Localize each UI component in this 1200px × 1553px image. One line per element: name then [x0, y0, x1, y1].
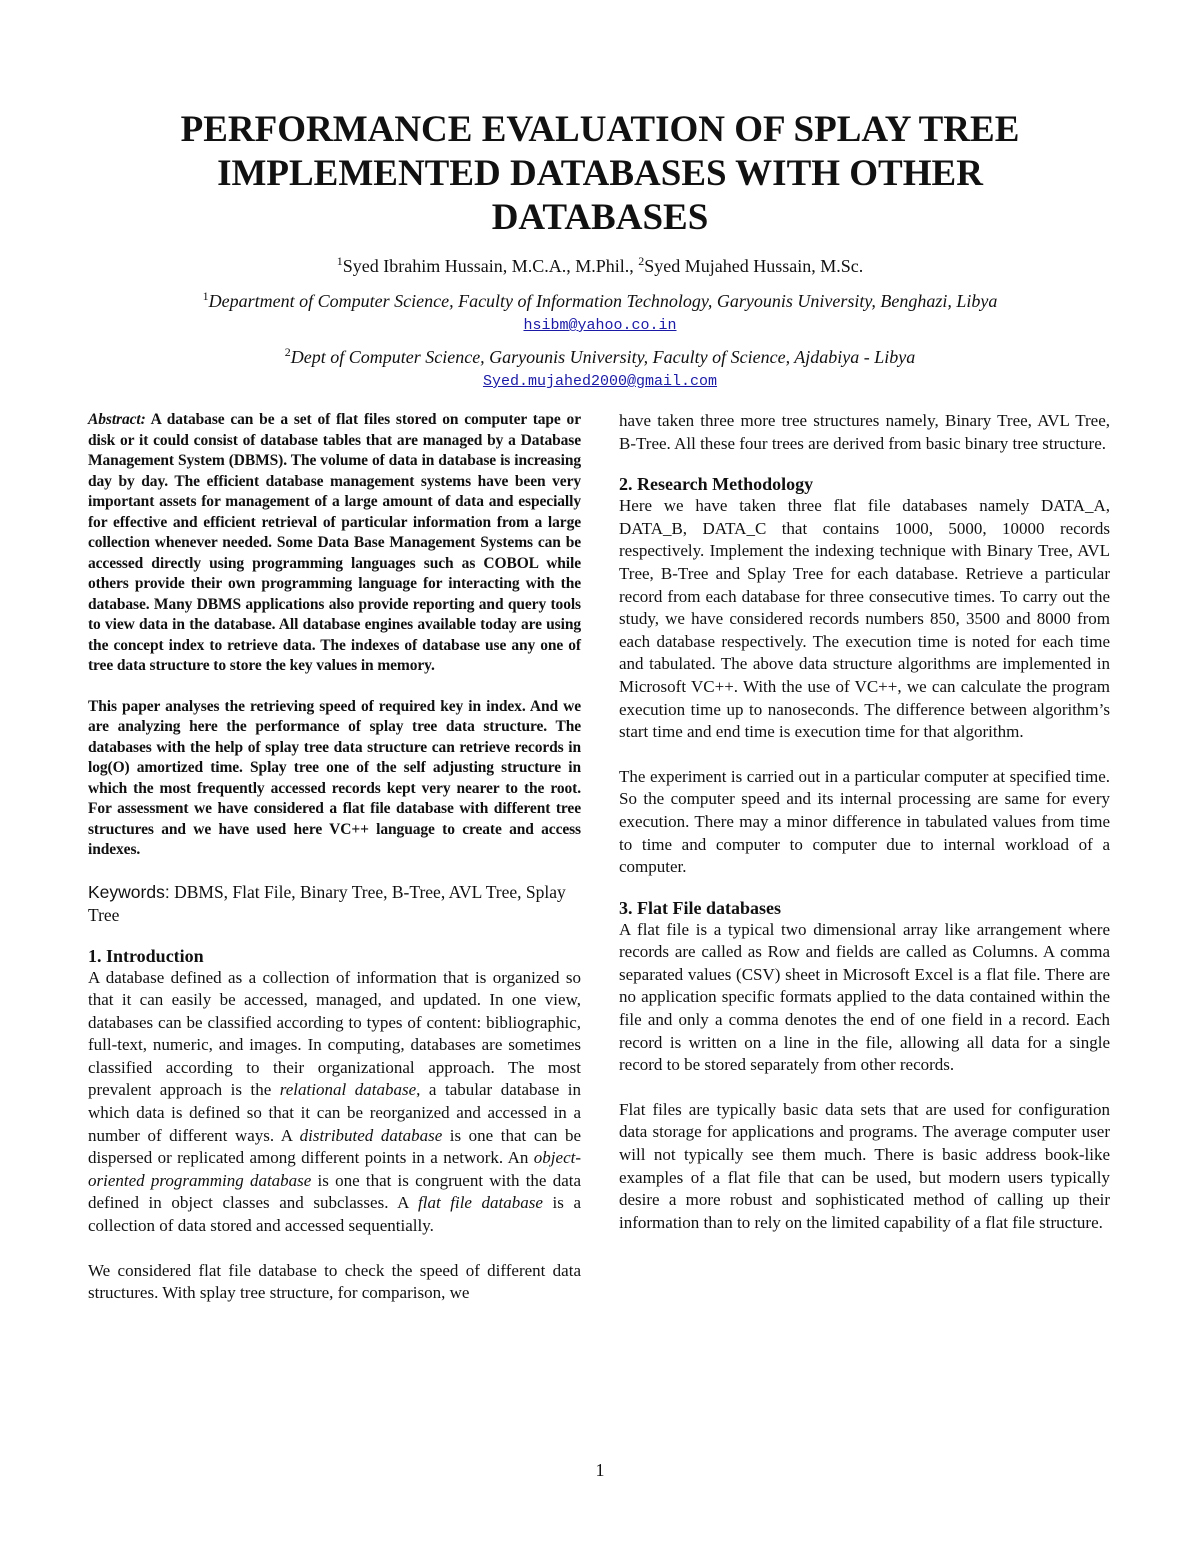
- keywords: [88, 881, 581, 927]
- paper-title: [100, 108, 1100, 240]
- term-flat-file: flat file database: [418, 1193, 543, 1213]
- affiliation-1: [100, 290, 1100, 337]
- flatfile-para-1: A flat file is a typical two dimensional array like arrangement where records are called as Row and fields are called as Columns. A comma separated values (CSV) sheet in Microsoft Excel is a flat file. There are no application specific formats applied to the data contained within the file and only a comma denotes the end of one field in a record. Each record is written on a line in the file, allowing all data for a single record to be stored separately from other records.: [619, 919, 1110, 1075]
- author-1-sup: 1: [336, 254, 343, 268]
- abstract-para-2: This paper analyses the retrieving speed of required key in index. And we are analyzing here the performance of splay tree data structure. The databases with the help of splay tree data structure can retrieve records in log(O) amortized time. Splay tree one of the self adjusting structure in which the most frequently accessed records kept very nearer to the root. For assessment we have considered a flat file database with different tree structures and we have used here VC++ language to create and access indexes.: [88, 697, 581, 858]
- affiliation-2-email[interactable]: Syed.mujahed2000@gmail.com: [482, 373, 718, 390]
- term-relational: relational database: [279, 1080, 417, 1100]
- keywords-text: DBMS, Flat File, Binary Tree, B-Tree, AVL Tree, Splay Tree: [88, 881, 566, 925]
- flatfile-para-2: Flat files are typically basic data sets that are used for configuration data storage for applications and programs. The average computer user will not typically see them much. There is basic address book-like examples of a flat file that can be used, but modern users typically desire a more robust and sophisticated method of calling up their information than to rely on the limited capability of a flat file structure.: [619, 1099, 1110, 1232]
- affiliation-2: [100, 346, 1100, 393]
- method-para-1: Here we have taken three flat file databases namely DATA_A, DATA_B, DATA_C that contains 1000, 5000, 10000 records respectively. Implement the indexing technique with Binary Tree, AVL Tree, B-Tree and Splay Tree for each database. Retrieve a particular record from each database for three consecutive times. To carry out the study, we have considered records numbers 850, 3500 and 8000 from each database respectively. The execution time is noted for each time and tabulated. The above data structure algorithms are implemented in Microsoft VC++. With the use of VC++, we can calculate the program execution time up to nanoseconds. The difference between algorithm’s start time and end time is execution time for that algorithm.: [619, 496, 1110, 742]
- title-line-1: PERFORMANCE EVALUATION OF SPLAY TREE: [180, 109, 1020, 150]
- page-number: 1: [595, 1460, 605, 1480]
- affiliation-2-dept: Dept of Computer Science, Garyounis University, Faculty of Science, Ajdabiya - Libya: [290, 347, 916, 367]
- left-column: [88, 410, 581, 1305]
- intro-heading: 1. Introduction: [88, 945, 204, 966]
- intro-para-2-continued: have taken three more tree structures namely, Binary Tree, AVL Tree, B-Tree. All these four trees are derived from basic binary tree structure.: [619, 411, 1110, 453]
- author-2: Syed Mujahed Hussain, M.Sc.: [644, 256, 864, 276]
- method-heading: 2. Research Methodology: [619, 474, 814, 495]
- intro-para-2: We considered flat file database to check the speed of different data structures. With splay tree structure, for comparison, we: [88, 1260, 581, 1303]
- flatfile-heading: 3. Flat File databases: [619, 897, 781, 918]
- method-para-2: The experiment is carried out in a particular computer at specified time. So the computer speed and its internal processing are same for every execution. There may a minor difference in tabulated values from time to time and computer to computer due to internal workload of a computer.: [619, 766, 1110, 877]
- affiliation-2-sup: 2: [284, 345, 291, 359]
- author-line: [100, 254, 1100, 278]
- abstract: [88, 410, 581, 677]
- title-line-3: DATABASES: [491, 197, 709, 238]
- author-2-sup: 2: [638, 254, 645, 268]
- affiliation-1-email[interactable]: hsibm@yahoo.co.in: [523, 317, 677, 334]
- title-line-2: IMPLEMENTED DATABASES WITH OTHER: [217, 153, 983, 194]
- affiliation-1-sup: 1: [202, 289, 209, 303]
- term-oop: object-oriented programming database: [88, 1148, 581, 1190]
- abstract-label: Abstract:: [88, 411, 146, 428]
- affiliation-1-dept: Department of Computer Science, Faculty of Information Technology, Garyounis University, Benghazi, Libya: [208, 291, 998, 311]
- author-1: Syed Ibrahim Hussain, M.C.A., M.Phil.,: [342, 256, 639, 276]
- term-distributed: distributed database: [299, 1125, 443, 1145]
- abstract-para-1: A database can be a set of flat files stored on computer tape or disk or it could consist of database tables that are managed by a Database Management System (DBMS). The volume of data in database is increasing day by day. The efficient database management systems have been very important assets for management of a large amount of data and especially for effective and efficient retrieval of particular information from a large collection whenever needed. Some Data Base Management Systems can be accessed directly using programming languages such as COBOL while others provide their own programming language for interacting with the database. Many DBMS applications also provide reporting and query tools to view data in the database. All database engines available today are using the concept index to retrieve data. The indexes of database use any one of tree data structure to store the key values in memory.: [88, 411, 581, 674]
- keywords-label: Keywords:: [88, 881, 170, 902]
- right-column: [619, 410, 1110, 1234]
- intro-para-1: A database defined as a collection of information that is organized so that it can easily be accessed, managed, and updated. In one view, databases can be classified according to types of content: bibliographic, full-text, numeric, and images. In computing, databases are sometimes classified according to their organizational approach. The most prevalent approach is the relational database, a tabular database in which data is defined so that it can be reorganized and accessed in a number of different ways. A distributed database is one that can be dispersed or replicated among different points in a network. An object-oriented programming database is one that is congruent with the data defined in object classes and subclasses. A flat file database is a collection of data stored and accessed sequentially.: [88, 967, 582, 1236]
